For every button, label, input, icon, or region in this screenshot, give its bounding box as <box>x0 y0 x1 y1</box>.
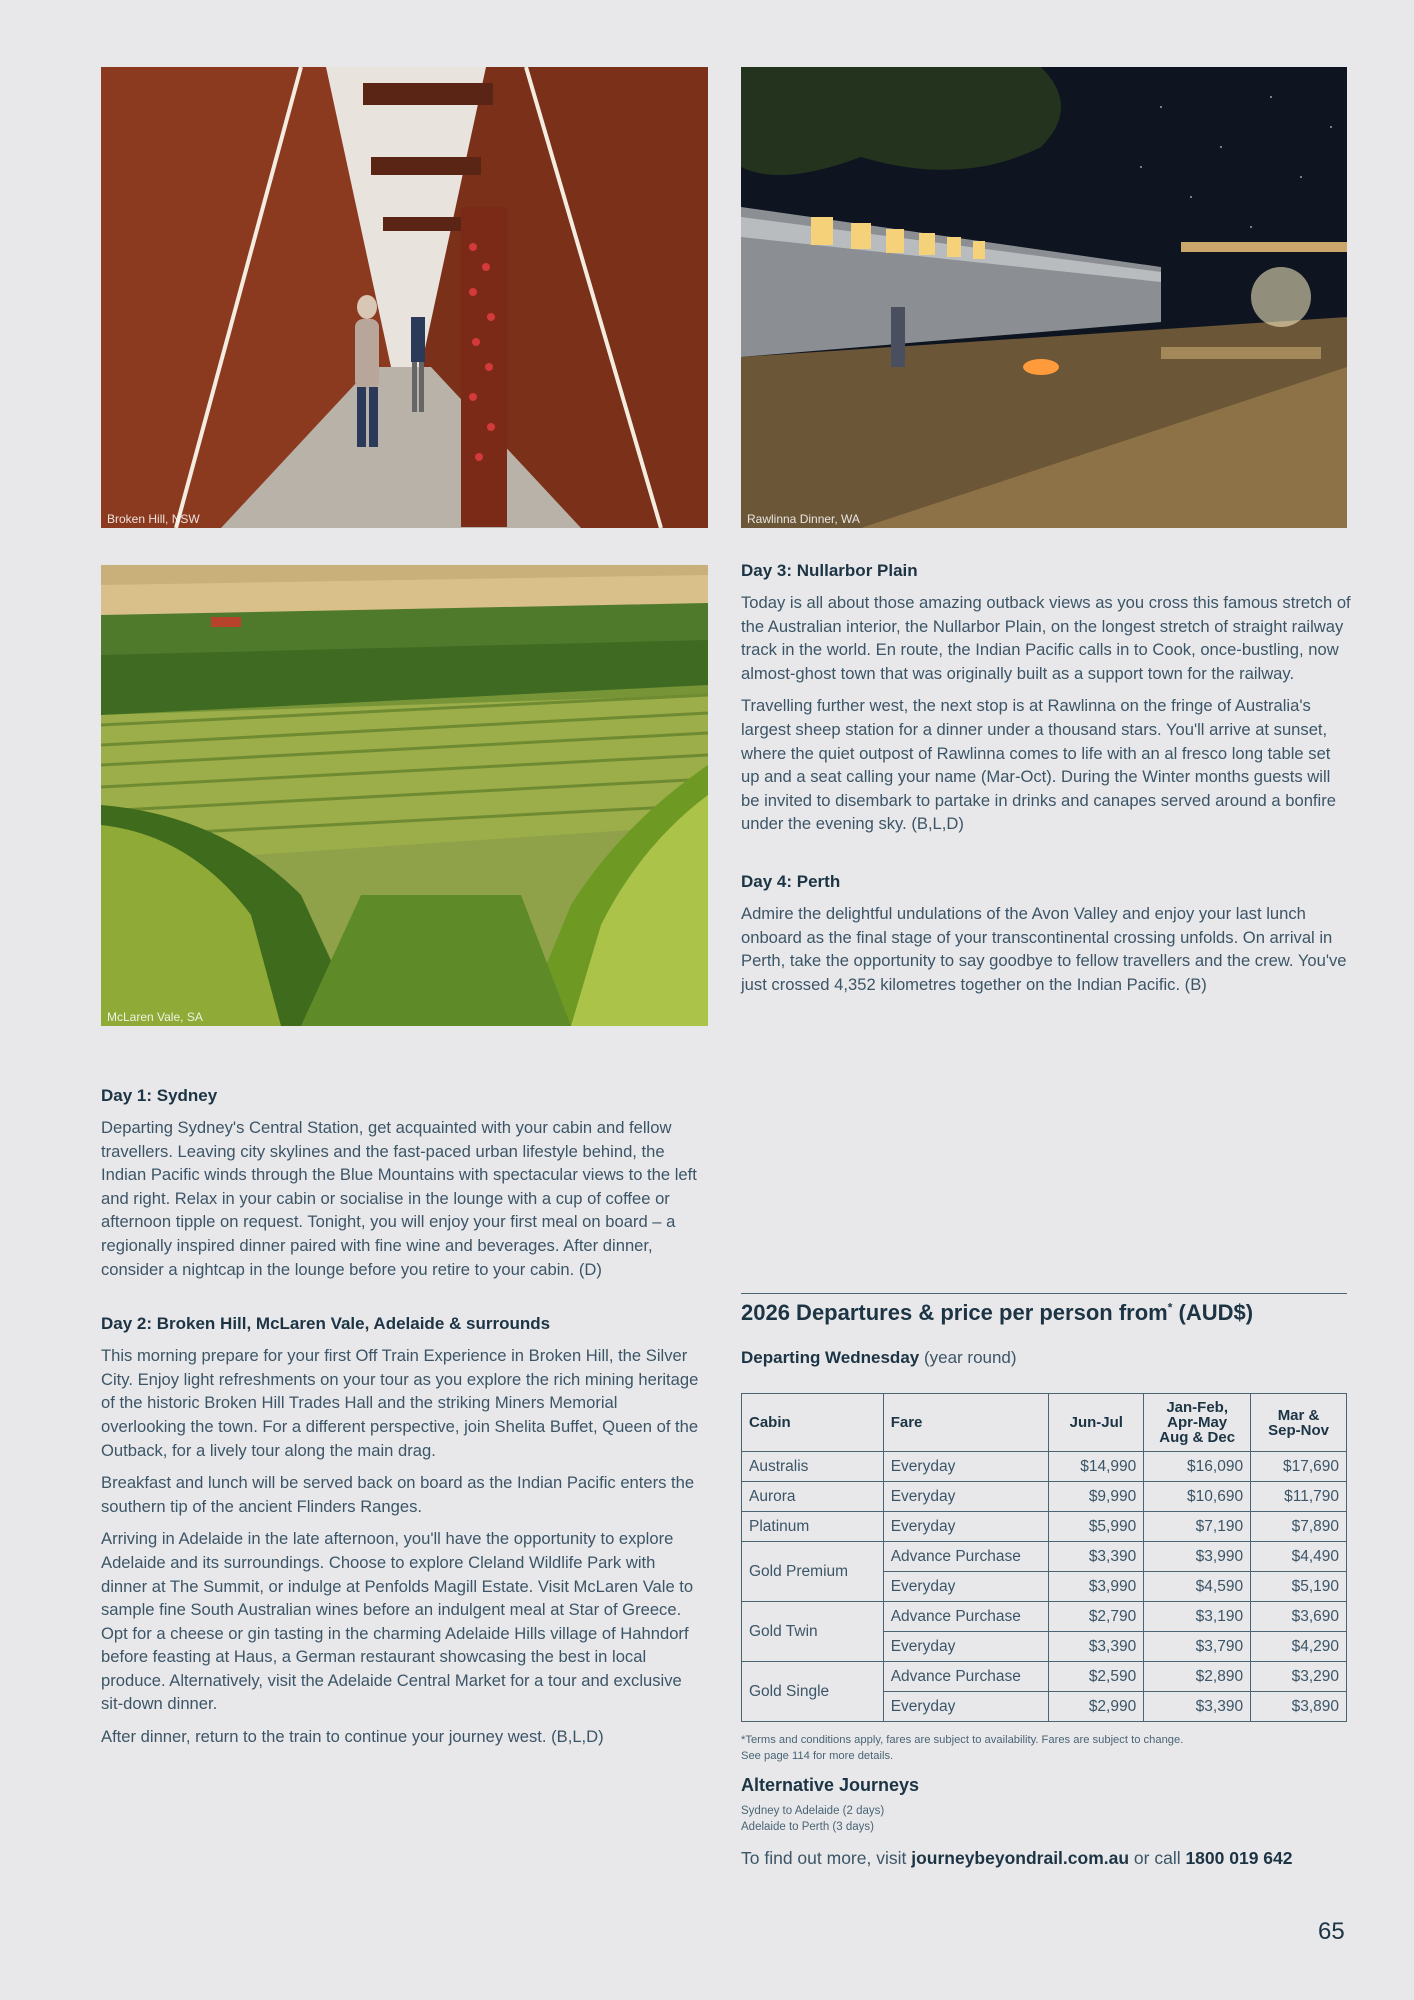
cabin-cell: Gold Twin <box>742 1602 884 1662</box>
header-cabin: Cabin <box>742 1394 884 1452</box>
price-cell: $16,090 <box>1144 1452 1251 1482</box>
departures-subtitle <box>741 1348 1017 1368</box>
day3-paragraph-1: Today is all about those amazing outback views as you cross this famous stretch of the Australian interior, the Nullarbor Plain, on the longest stretch of straight railway track in the world. En route, the Indian Pacific calls in to Cook, once-bustling, now almost-ghost town that was originally built as a support town for the railway. <box>741 593 1351 683</box>
phone-number[interactable]: 1800 019 642 <box>1185 1848 1293 1868</box>
alternative-journeys-title: Alternative Journeys <box>741 1775 920 1795</box>
cabin-cell: Aurora <box>742 1482 884 1512</box>
day2-title: Day 2: Broken Hill, McLaren Vale, Adelaide & surrounds <box>101 1314 551 1334</box>
fare-cell: Everyday <box>883 1692 1049 1722</box>
departures-title <box>741 1300 1253 1326</box>
mclaren-vale-image <box>101 565 708 1026</box>
header-mar-sep-line1: Mar & <box>1277 1406 1320 1424</box>
header-jun-jul: Jun-Jul <box>1049 1394 1144 1452</box>
price-cell: $3,290 <box>1251 1662 1347 1692</box>
day2-paragraph-4: After dinner, return to the train to continue your journey west. (B,L,D) <box>101 1727 604 1747</box>
price-cell: $4,290 <box>1251 1632 1347 1662</box>
terms-line-2: See page 114 for more details. <box>741 1750 894 1762</box>
price-cell: $11,790 <box>1251 1482 1347 1512</box>
table-row <box>742 1512 1347 1542</box>
table-row <box>742 1482 1347 1512</box>
alternative-journeys-list <box>741 1803 884 1835</box>
price-cell: $9,990 <box>1049 1482 1144 1512</box>
cabin-cell: Gold Single <box>742 1662 884 1722</box>
terms-note <box>741 1732 1183 1764</box>
right-column-itinerary <box>741 561 1351 1005</box>
website-link[interactable]: journeybeyondrail.com.au <box>911 1848 1130 1868</box>
header-jan-feb-line1: Jan-Feb, <box>1166 1399 1228 1416</box>
price-cell: $3,190 <box>1144 1602 1251 1632</box>
price-cell: $3,890 <box>1251 1692 1347 1722</box>
table-row <box>742 1452 1347 1482</box>
price-cell: $3,390 <box>1049 1632 1144 1662</box>
fares-header-row <box>742 1394 1347 1452</box>
price-cell: $2,890 <box>1144 1662 1251 1692</box>
page-number: 65 <box>1318 1918 1345 1945</box>
header-jan-feb-line2: Apr-May <box>1167 1414 1228 1431</box>
price-cell: $2,990 <box>1049 1692 1144 1722</box>
contact-middle: or call <box>1129 1848 1186 1868</box>
price-cell: $3,390 <box>1049 1542 1144 1572</box>
terms-line-1: *Terms and conditions apply, fares are subject to availability. Fares are subject to change. <box>741 1734 1184 1746</box>
contact-line <box>741 1848 1293 1869</box>
price-cell: $10,690 <box>1144 1482 1251 1512</box>
day1-title: Day 1: Sydney <box>101 1086 218 1105</box>
day2-paragraph-3: Arriving in Adelaide in the late afternoon, you'll have the opportunity to explore Adelaide and its surroundings. Choose to explore Cleland Wildlife Park with dinner at The Summit, or indulge at Penfolds Magill Estate. Visit McLaren Vale to sample fine South Australian wines before an indulgent meal at Star of Greece. Opt for a cheese or gin tasting in the charming Adelaide Hills village of Hahndorf before feasting at Haus, a German restaurant showcasing the best in local produce. Alternatively, visit the Adelaide Central Market for a tour and exclusive sit-down dinner. <box>101 1529 694 1714</box>
list-item: Adelaide to Perth (3 days) <box>741 1821 874 1833</box>
price-cell: $2,590 <box>1049 1662 1144 1692</box>
table-row <box>742 1662 1347 1692</box>
header-fare: Fare <box>883 1394 1049 1452</box>
fare-cell: Everyday <box>883 1482 1049 1512</box>
departures-frequency: (year round) <box>919 1348 1017 1367</box>
departures-title-text: 2026 Departures & price per person from <box>741 1300 1168 1325</box>
day4-title: Day 4: Perth <box>741 871 841 891</box>
price-cell: $5,990 <box>1049 1512 1144 1542</box>
photo-mclaren-vale <box>101 565 708 1026</box>
table-row <box>742 1602 1347 1632</box>
price-cell: $7,890 <box>1251 1512 1347 1542</box>
price-cell: $3,990 <box>1144 1542 1251 1572</box>
departures-title-asterisk: * <box>1167 1300 1173 1315</box>
left-column-itinerary <box>101 1086 699 1758</box>
price-cell: $4,490 <box>1251 1542 1347 1572</box>
fare-cell: Everyday <box>883 1632 1049 1662</box>
price-cell: $3,790 <box>1144 1632 1251 1662</box>
day3-title: Day 3: Nullarbor Plain <box>741 561 918 580</box>
fare-cell: Advance Purchase <box>883 1542 1049 1572</box>
photo-caption: Broken Hill, NSW <box>107 512 200 526</box>
fare-cell: Everyday <box>883 1572 1049 1602</box>
day2-paragraph-1: This morning prepare for your first Off Train Experience in Broken Hill, the Silver City. Enjoy light refreshments on your tour as you explore the rich mining heritage of the historic Broken Hill Trades Hall and the striking Miners Memorial overlooking the town. For a different perspective, join Shelita Buffet, Queen of the Outback, for a lively tour along the main drag. <box>101 1346 699 1460</box>
header-jan-feb-line3: Aug & Dec <box>1159 1429 1236 1446</box>
header-mar-sep <box>1251 1394 1347 1452</box>
photo-rawlinna-dinner <box>741 67 1347 528</box>
price-cell: $14,990 <box>1049 1452 1144 1482</box>
table-row <box>742 1542 1347 1572</box>
photo-caption: McLaren Vale, SA <box>107 1010 203 1024</box>
header-mar-sep-line2: Sep-Nov <box>1268 1421 1329 1439</box>
fare-cell: Everyday <box>883 1452 1049 1482</box>
departures-title-currency: (AUD$) <box>1172 1300 1254 1325</box>
departures-day: Departing Wednesday <box>741 1348 920 1367</box>
day2-paragraph-2: Breakfast and lunch will be served back on board as the Indian Pacific enters the southern tip of the ancient Flinders Ranges. <box>101 1473 695 1516</box>
broken-hill-image <box>101 67 708 528</box>
section-divider <box>741 1293 1347 1294</box>
cabin-cell: Platinum <box>742 1512 884 1542</box>
contact-prefix: To find out more, visit <box>741 1848 912 1868</box>
photo-broken-hill <box>101 67 708 528</box>
list-item: Sydney to Adelaide (2 days) <box>741 1805 885 1817</box>
fare-cell: Advance Purchase <box>883 1602 1049 1632</box>
price-cell: $17,690 <box>1251 1452 1347 1482</box>
header-jan-feb <box>1144 1394 1251 1452</box>
cabin-cell: Gold Premium <box>742 1542 884 1602</box>
fare-cell: Everyday <box>883 1512 1049 1542</box>
price-cell: $3,390 <box>1144 1692 1251 1722</box>
day3-paragraph-2: Travelling further west, the next stop is at Rawlinna on the fringe of Australia's largest sheep station for a dinner under a thousand stars. You'll arrive at sunset, where the quiet outpost of Rawlinna comes to life with an al fresco long table set up and a seat calling your name (Mar-Oct). During the Winter months guests will be invited to disembark to partake in drinks and canapes served around a bonfire under the evening sky. (B,L,D) <box>741 696 1336 834</box>
fare-cell: Advance Purchase <box>883 1662 1049 1692</box>
price-cell: $5,190 <box>1251 1572 1347 1602</box>
day4-paragraph-1: Admire the delightful undulations of the Avon Valley and enjoy your last lunch onboard as the final stage of your transcontinental crossing unfolds. On arrival in Perth, take the opportunity to say goodbye to fellow travellers and the crew. You've just crossed 4,352 kilometres together on the Indian Pacific. (B) <box>741 903 1347 994</box>
price-cell: $3,990 <box>1049 1572 1144 1602</box>
photo-caption: Rawlinna Dinner, WA <box>747 512 860 526</box>
rawlinna-dinner-image <box>741 67 1347 528</box>
price-cell: $2,790 <box>1049 1602 1144 1632</box>
price-cell: $3,690 <box>1251 1602 1347 1632</box>
day1-paragraph-1: Departing Sydney's Central Station, get acquainted with your cabin and fellow travellers. Leaving city skylines and the fast-paced urban lifestyle behind, the Indian Pacific winds through the Blue Mountains with spectacular views to the left and right. Relax in your cabin or socialise in the lounge with a cup of coffee or afternoon tipple on request. Tonight, you will enjoy your first meal on board – a regionally inspired dinner paired with fine wine and beverages. After dinner, consider a nightcap in the lounge before you retire to your cabin. (D) <box>101 1118 697 1279</box>
fares-table <box>741 1393 1347 1722</box>
cabin-cell: Australis <box>742 1452 884 1482</box>
price-cell: $4,590 <box>1144 1572 1251 1602</box>
price-cell: $7,190 <box>1144 1512 1251 1542</box>
